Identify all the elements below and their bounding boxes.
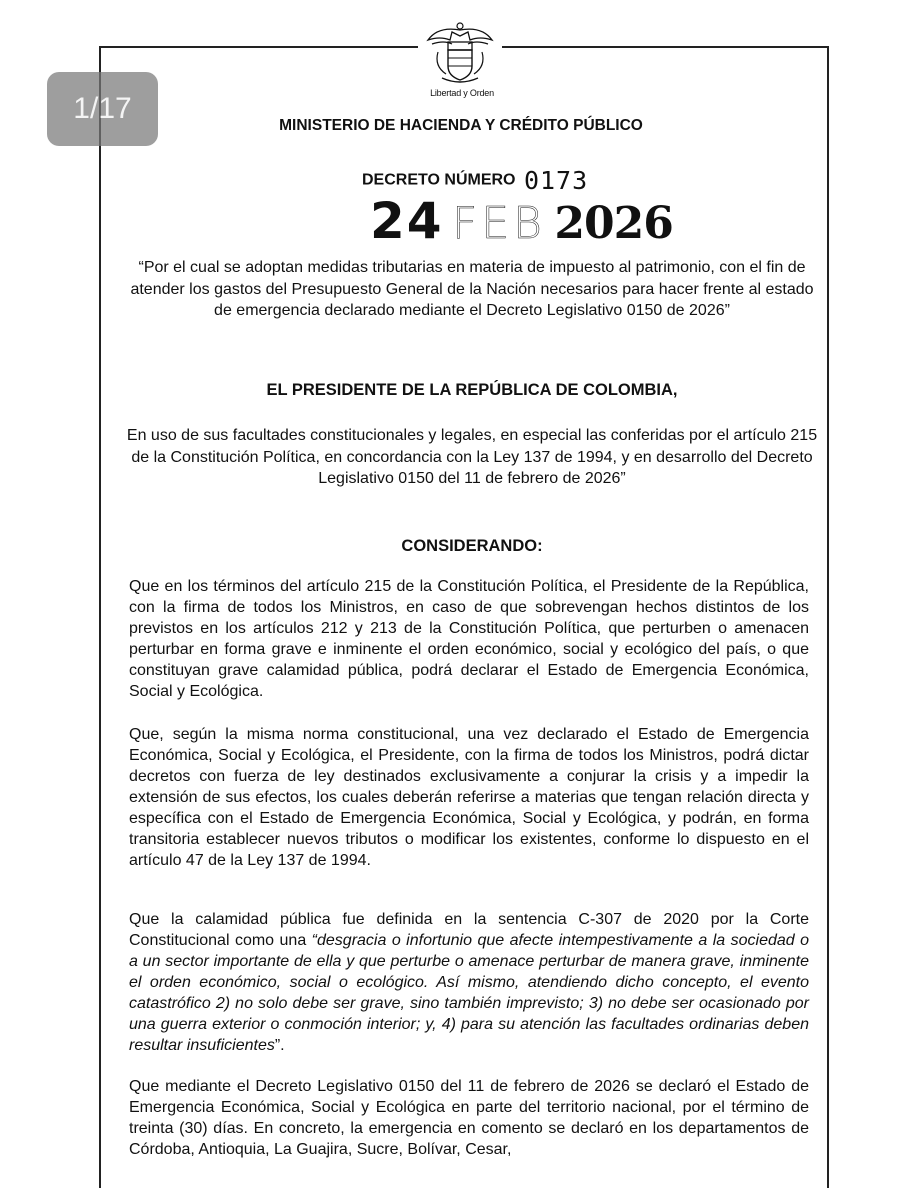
date-day: 24	[370, 192, 444, 250]
date-month: FEB	[452, 198, 546, 249]
paragraph-lead-text: Que la calamidad pública fue definida en la sentencia C-307 de 2020 por la Corte Constitucional como una	[129, 911, 809, 949]
considerando-paragraph: Que, según la misma norma constitucional, una vez declarado el Estado de Emergencia Económica, Social y Ecológica, el Presidente, con la firma de todos los Ministros, podrá dictar decretos con fuerza de ley destinados exclusivamente a conjurar la crisis y a impedir la extensión de sus efectos, los cuales deberán referirse a materias que tengan relación directa y específica con el Estado de Emergencia Económica, Social y Ecológica, y podrán, en forma transitoria establecer nuevos tributos o modificar los existentes, conforme lo dispuesto en el artículo 47 de la Ley 137 de 1994.	[129, 726, 809, 869]
coat-of-arms-icon	[418, 18, 502, 88]
considerando-paragraph	[129, 909, 809, 1056]
decree-number: 0173	[523, 166, 589, 195]
considerando-paragraph: Que mediante el Decreto Legislativo 0150 del 11 de febrero de 2026 se declaró el Estado de Emergencia Económica, Social y Ecológica en parte del territorio nacional, por el término de treinta (30) días. En concreto, la emergencia en comento se declaró en los departamentos de Córdoba, Antioquia, La Guajira, Sucre, Bolívar, Cesar,	[129, 1078, 809, 1158]
date-year: 2026	[554, 198, 673, 249]
considerando-heading: CONSIDERANDO:	[401, 537, 543, 555]
date-stamp	[370, 192, 673, 250]
decree-label: DECRETO NÚMERO	[362, 171, 516, 189]
decree-title: “Por el cual se adoptan medidas tributarias en materia de impuesto al patrimonio, con el fin de atender los gastos del Presupuesto General de la Nación necesarios para hacer frente al estado de emergencia declarado mediante el Decreto Legislativo 0150 de 2026”	[130, 259, 814, 319]
crest-motto: Libertad y Orden	[430, 88, 494, 98]
legal-powers-statement: En uso de sus facultades constitucionales y legales, en especial las conferidas por el artículo 215 de la Constitución Política, en concordancia con la Ley 137 de 1994, y en desarrollo del Decreto Legislativo 0150 del 11 de febrero de 2026”	[126, 427, 818, 487]
ministry-name: MINISTERIO DE HACIENDA Y CRÉDITO PÚBLICO	[279, 117, 643, 134]
page-indicator: 1/17	[47, 72, 158, 146]
paragraph-tail-text: ”.	[274, 1037, 285, 1054]
court-definition-quote: “desgracia o infortunio que afecte intempestivamente a la sociedad o a un sector importante de ella y que perturbe o amenace perturbar de manera grave, inminente el orden económico, social o ecológico. Así mismo, atendiendo dicho concepto, el evento catastrófico 2) no solo debe ser grave, sino también imprevisto; 3) no debe ser ocasionado por una guerra exterior o conmoción interior; y, 4) para su atención las facultades ordinarias deben resultar insuficientes	[129, 932, 810, 1054]
considerando-paragraph: Que en los términos del artículo 215 de la Constitución Política, el Presidente de la República, con la firma de todos los Ministros, en caso de que sobrevengan hechos distintos de los previstos en los artículos 212 y 213 de la Constitución Política, que perturben o amenacen perturbar en forma grave e inminente el orden económico, social y ecológico del país, o que constituyan grave calamidad pública, podrá declarar el Estado de Emergencia Económica, Social y Ecológica.	[129, 578, 809, 700]
issuer-heading: EL PRESIDENTE DE LA REPÚBLICA DE COLOMBIA,	[266, 381, 678, 399]
